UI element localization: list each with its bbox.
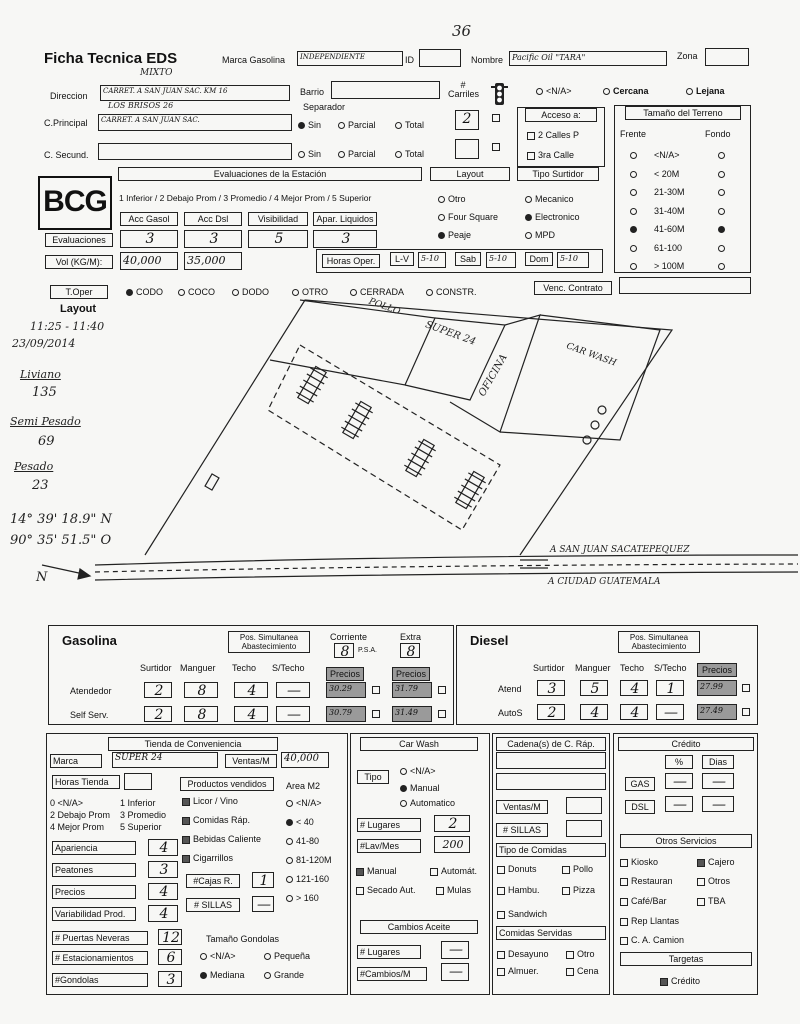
eval-apar-liquidos[interactable]: 3 [313,230,377,248]
direccion-label: Direccion [50,91,88,101]
sep2-total[interactable]: Total [395,149,424,159]
gas-price-check[interactable] [372,710,380,718]
area-option-label: 81-120M [296,855,332,865]
tienda-title: Tienda de Conveniencia [108,737,278,751]
surtidor-label: Tipo Surtidor [517,167,599,181]
toper-option-label: CONSTR. [436,287,477,297]
gas-cell[interactable]: 2 [144,706,172,722]
gas-cell[interactable]: 2 [144,682,172,698]
dsl-cell[interactable]: 2 [537,704,565,720]
dsl-cell[interactable]: 3 [537,680,565,696]
area-option-1[interactable] [286,817,314,827]
otros-tba[interactable]: TBA [697,896,726,906]
page-number: 36 [452,22,472,40]
dsl-cell[interactable]: 5 [580,680,608,696]
gas-price-extra[interactable]: 31.49 [392,706,432,722]
puertas-field[interactable]: 12 [158,929,182,945]
direccion-field[interactable]: CARRET. A SAN JUAN SAC. KM 16 [100,85,290,101]
frente-radio[interactable] [630,208,637,215]
oficina-label: OFICINA [476,352,510,399]
producto-0[interactable] [182,796,238,806]
metric-label: Precios [52,885,136,899]
prox-na[interactable]: <N/A> [536,86,572,96]
dsl-price-check[interactable] [742,708,750,716]
area-option-label: > 160 [296,893,319,903]
terreno-title: Tamaño del Terreno [625,106,741,120]
gas-row-label: Self Serv. [70,710,109,720]
eval-acc-gasol[interactable]: 3 [120,230,178,248]
credito-pct: % [665,755,693,769]
layout-peaje[interactable]: Peaje [438,230,471,240]
otros-title: Otros Servicios [620,834,752,848]
area-option-3[interactable] [286,855,332,865]
corriente-label: Corriente [330,632,368,642]
producto-1[interactable] [182,815,250,825]
dom-label: Dom [525,252,553,266]
col-acc-gasol: Acc Gasol [120,212,178,226]
gondolas-field[interactable]: 3 [158,971,182,987]
gas-col-manguer: Manguer [180,663,216,673]
dsl-cell[interactable]: 4 [620,704,648,720]
pesado-value: 23 [32,478,49,493]
zona-label: Zona [677,51,698,61]
puertas-label: # Puertas Neveras [52,931,148,945]
producto-label: Bebidas Caliente [193,834,262,844]
cadena-title: Cadena(s) de C. Ráp. [496,737,606,751]
layout-label: Layout [430,167,510,181]
terreno-option-label: < 20M [654,168,680,179]
tienda-scale-item: 2 Debajo Prom [50,810,111,820]
pump-island [452,469,487,510]
area-option-label: 41-80 [296,836,320,846]
nombre-field[interactable]: Pacific Oil "TARA" [509,51,667,66]
sep1-total[interactable]: Total [395,120,424,130]
marca-label: Marca Gasolina [222,55,286,65]
metric-value[interactable]: 3 [148,861,178,878]
eval-acc-dsl[interactable]: 3 [184,230,242,248]
cw-lugares-field[interactable]: 2 [434,815,470,832]
producto-label: Cigarrillos [193,853,234,863]
psa-label: P.S.A. [358,647,377,654]
tienda-scale-item: 1 Inferior [120,798,156,808]
aceite-cambios-label: #Cambios/M [357,967,427,981]
tamano-pequena[interactable]: Pequeña [264,951,310,961]
cadena-sillas-label: # SILLAS [496,823,548,837]
dsl-col-stecho: S/Techo [654,663,687,673]
area-option-0[interactable] [286,798,322,808]
frente-label: Frente [620,129,647,139]
metric-value[interactable]: 4 [148,839,178,856]
tamano-label: Tamaño Gondolas [206,934,280,944]
gas-price-corriente[interactable]: 30.79 [326,706,366,722]
tienda-scale-item: 4 Mejor Prom [50,822,105,832]
cadena-field-2[interactable] [496,773,606,790]
cw-opt-mulas[interactable]: Mulas [436,885,471,895]
gas-cell[interactable]: 8 [184,682,218,698]
dsl-pct-field[interactable]: — [665,796,693,812]
area-option-5[interactable] [286,893,319,903]
servida-cena[interactable]: Cena [566,966,599,976]
carwash-tipo-label: Tipo [357,770,389,784]
credito-dias: Dias [702,755,734,769]
servida-almuer[interactable]: Almuer. [497,966,539,976]
gas-col-techo: Techo [232,663,257,673]
fondo-radio-3[interactable] [718,206,728,216]
ventas-field[interactable]: 40,000 [281,752,329,768]
carwash-label: CAR WASH [564,341,618,369]
gas-col-surtidor: Surtidor [140,663,172,673]
nombre-label: Nombre [471,55,504,65]
dsl-price[interactable]: 27.99 [697,680,737,696]
super24-label: SUPER 24 [423,319,478,348]
semipesado-label: Semi Pesado [10,415,81,428]
road-label-2: A CIUDAD GUATEMALA [548,577,661,587]
cw-lavmes-field[interactable]: 200 [434,836,470,853]
cadena-field-1[interactable] [496,752,606,769]
terreno-option-6[interactable] [630,261,684,271]
frente-radio[interactable] [630,189,637,196]
cadena-sillas-field[interactable] [566,820,602,837]
otros-cafebar[interactable]: Café/Bar [620,896,667,906]
mixto-note: MIXTO [140,68,173,78]
horas-tienda-field[interactable] [124,773,152,790]
comida-hambu[interactable]: Hambu. [497,885,540,895]
tamano-mediana[interactable]: Mediana [200,970,245,980]
evaluaciones-header: Evaluaciones de la Estación [118,167,422,181]
sab-field[interactable]: 5-10 [486,252,516,268]
dsl-col-manguer: Manguer [575,663,611,673]
acceso-2calles[interactable]: 2 Calles P [527,130,579,140]
servida-desayuno[interactable]: Desayuno [497,949,549,959]
gas-row-label: Atendedor [70,686,112,696]
dsl-price-check[interactable] [742,684,750,692]
aceite-lugares-label: # Lugares [357,945,421,959]
acceso-title: Acceso a: [525,108,597,122]
frente-radio[interactable] [630,245,637,252]
bcg-logo: BCG [38,176,112,230]
secund-label: C. Secund. [44,150,89,160]
tienda-marca-label: Marca [50,754,102,768]
dsl-row-label: Atend [498,684,522,694]
col-acc-dsl: Acc Dsl [184,212,242,226]
extra-field[interactable]: 8 [400,643,420,658]
aceite-cambios-field[interactable]: — [441,963,469,981]
cajas-field[interactable]: 1 [252,872,274,888]
servidas-title: Comidas Servidas [496,926,606,940]
terreno-option-3[interactable] [630,206,685,216]
tienda-sillas-field[interactable]: — [252,896,274,912]
horas-label: Horas Oper. [322,254,380,268]
metric-value[interactable]: 4 [148,905,178,922]
dsl-pos-sim: Pos. Simultanea Abastecimiento [618,631,700,653]
direccion-note: LOS BRISOS 26 [108,101,174,110]
aceite-title: Cambios Aceite [360,920,478,934]
area-option-label: < 40 [296,817,314,827]
producto-label: Comidas Ráp. [193,815,251,825]
tarjeta-credito[interactable]: Crédito [660,976,700,986]
longitude: 90° 35' 51.5" O [10,533,112,548]
gasolina-title: Gasolina [62,633,117,648]
sep2-sin[interactable]: Sin [298,149,321,159]
dsl-cell[interactable]: 1 [656,680,684,696]
terreno-option-label: > 100M [654,261,685,271]
barrio-field[interactable] [331,81,440,99]
producto-label: Licor / Vino [193,796,238,806]
area-option-2[interactable] [286,836,319,846]
terreno-option-1[interactable] [630,169,679,179]
corriente-field[interactable]: 8 [334,643,354,658]
otros-llantas[interactable]: Rep Llantas [620,916,679,926]
layout-foursquare[interactable]: Four Square [438,212,498,222]
liviano-value: 135 [32,385,57,400]
cadena-ventas-label: Ventas/M [496,800,548,814]
fondo-radio-6[interactable] [718,261,728,271]
cw-lavmes-label: #Lav/Mes [357,839,421,853]
sep2-parcial[interactable]: Parcial [338,149,376,159]
col-visibilidad: Visibilidad [248,212,308,226]
pollo-label: POLLO [367,296,402,318]
diesel-title: Diesel [470,633,509,648]
terreno-option-label: 21-30M [654,187,685,197]
barrio-label: Barrio [300,87,325,97]
dsl-cell[interactable]: — [656,704,684,720]
vol-label: Vol (KG/M): [45,255,113,269]
dsl-col-techo: Techo [620,663,645,673]
area-option-label: <N/A> [296,798,322,808]
pesado-label: Pesado [14,460,54,473]
evaluaciones-row-label: Evaluaciones [45,233,113,247]
gas-dias-field[interactable]: — [702,773,734,789]
layout-otro[interactable]: Otro [438,194,466,204]
cw-opt-manual[interactable]: Manual [356,866,397,876]
aceite-lugares-field[interactable]: — [441,941,469,959]
tienda-scale-item: 5 Superior [120,822,162,832]
otros-kiosko[interactable]: Kiosko [620,857,658,867]
comida-donuts[interactable]: Donuts [497,864,537,874]
producto-3[interactable] [182,853,233,863]
comida-pollo[interactable]: Pollo [562,864,593,874]
terreno-option-2[interactable] [630,187,685,197]
dsl-row-label: AutoS [498,708,523,718]
estac-label: # Estacionamientos [52,951,148,965]
gas-cell[interactable]: — [276,706,310,722]
lv-field[interactable]: 5-10 [418,252,446,268]
dsl-cell[interactable]: 4 [620,680,648,696]
terreno-option-4[interactable] [630,224,685,234]
credito-title: Crédito [618,737,754,751]
gas-pos-sim: Pos. Simultanea Abastecimiento [228,631,310,653]
gas-price-check[interactable] [372,686,380,694]
metric-label: Apariencia [52,841,136,855]
gas-price-check[interactable] [438,686,446,694]
carriles2-check[interactable] [492,143,500,151]
sab-label: Sab [455,252,481,266]
gas-price-corriente[interactable]: 30.29 [326,682,366,698]
dsl-col-surtidor: Surtidor [533,663,565,673]
credito-gas: GAS [625,777,655,791]
prox-lejana[interactable]: Lejana [686,86,725,96]
secund-field[interactable] [98,143,292,160]
sketch-date: 23/09/2014 [12,337,76,350]
venc-label: Venc. Contrato [534,281,612,295]
frente-radio[interactable] [630,226,637,233]
frente-radio[interactable] [630,171,637,178]
pump-island [402,437,437,478]
area-option-label: 121-160 [296,874,330,884]
terreno-option-5[interactable] [630,243,682,253]
fondo-radio-1[interactable] [718,169,728,179]
otros-cajero[interactable]: Cajero [697,857,735,867]
surtidor-mpd[interactable]: MPD [525,230,555,240]
comida-pizza[interactable]: Pizza [562,885,595,895]
cadena-ventas-field[interactable] [566,797,602,814]
toper-option-label: DODO [242,287,269,297]
extra-label: Extra [400,632,422,642]
vol-gasol[interactable]: 40,000 [120,252,178,270]
id-field[interactable] [419,49,461,67]
dsl-dias-field[interactable]: — [702,796,734,812]
toper-option-label: COCO [188,287,215,297]
productos-label: Productos vendidos [180,777,274,791]
toper-option-label: CERRADA [360,287,405,297]
fondo-label: Fondo [705,129,731,139]
principal-field[interactable]: CARRET. A SAN JUAN SAC. [98,114,292,131]
gas-precios-2: Precios [392,667,430,681]
fondo-radio-0[interactable] [718,150,728,160]
carriles-field[interactable]: 2 [455,110,479,130]
vol-dsl[interactable]: 35,000 [184,252,242,270]
col-apar-liquidos: Apar. Liquidos [313,212,377,226]
gas-cell[interactable]: 4 [234,682,268,698]
dsl-cell[interactable]: 4 [580,704,608,720]
gas-price-extra[interactable]: 31.79 [392,682,432,698]
credito-dsl: DSL [625,800,655,814]
carwash-title: Car Wash [360,737,478,751]
dom-field[interactable]: 5-10 [557,252,589,268]
comida-sandwich[interactable]: Sandwich [497,909,547,919]
cw-tipo-auto[interactable]: Automatico [400,798,455,808]
cw-tipo-na[interactable]: <N/A> [400,766,436,776]
otros-restauran[interactable]: Restauran [620,876,673,886]
fondo-radio-4[interactable] [718,224,728,234]
gas-price-check[interactable] [438,710,446,718]
tienda-scale-item: 3 Promedio [120,810,167,820]
terreno-option-label: 61-100 [654,242,683,253]
surtidor-mecanico[interactable]: Mecanico [525,194,574,204]
cw-tipo-manual[interactable]: Manual [400,783,440,793]
latitude: 14° 39' 18.9" N [10,512,112,527]
toper-option-label: CODO [136,287,163,297]
terreno-option-label: 41-60M [654,224,685,234]
sep1-parcial[interactable]: Parcial [338,120,376,130]
surtidor-electronico[interactable]: Electronico [525,212,580,222]
id-label: ID [405,55,414,65]
principal-label: C.Principal [44,118,88,128]
gas-col-stecho: S/Techo [272,663,305,673]
road-label-1: A SAN JUAN SACATEPEQUEZ [550,545,690,555]
zona-field[interactable] [705,48,749,66]
gas-pct-field[interactable]: — [665,773,693,789]
gas-cell[interactable]: — [276,682,310,698]
evaluaciones-scale: 1 Inferior / 2 Debajo Prom / 3 Promedio / 4 Mejor Prom / 5 Superior [119,193,372,203]
liviano-label: Liviano [20,368,61,381]
terreno-option-0[interactable] [630,150,680,160]
terreno-option-label: <N/A> [654,150,680,160]
toper-label: T.Oper [50,285,108,299]
otros-otros[interactable]: Otros [697,876,730,886]
eval-visibilidad[interactable]: 5 [248,230,308,248]
toper-option-label: OTRO [302,287,328,297]
sketch-time: 11:25 - 11:40 [30,320,105,333]
ventas-label: Ventas/M [225,754,277,768]
producto-2[interactable] [182,834,261,844]
tamano-na[interactable]: <N/A> [200,951,236,961]
metric-label: Variabilidad Prod. [52,907,136,921]
dsl-precios: Precios [697,663,737,677]
tienda-scale-item: 0 <N/A> [50,798,84,808]
estac-field[interactable]: 6 [158,949,182,965]
gas-cell[interactable]: 4 [234,706,268,722]
carriles-label: # Carriles [448,80,480,99]
semipesado-value: 69 [38,434,55,449]
metric-value[interactable]: 4 [148,883,178,900]
terreno-option-label: 31-40M [654,205,685,216]
frente-radio[interactable] [630,152,637,159]
cw-opt-secado[interactable]: Secado Aut. [356,885,416,895]
tamano-grande[interactable]: Grande [264,970,304,980]
tipo-comidas-title: Tipo de Comidas [496,843,606,857]
acceso-3racalle[interactable]: 3ra Calle [527,150,574,160]
otros-camion[interactable]: C. A. Camion [620,935,684,945]
layout-title: Layout [60,303,97,315]
area-label: Area M2 [286,781,321,791]
metric-label: Peatones [52,863,136,877]
fondo-radio-2[interactable] [718,187,728,197]
tarjetas-title: Targetas [620,952,752,966]
frente-radio[interactable] [630,263,637,270]
cw-opt-automat[interactable]: Automát. [430,866,477,876]
sep1-sin[interactable]: Sin [298,120,321,130]
prox-cercana[interactable]: Cercana [603,86,649,96]
lv-label: L-V [390,252,414,266]
area-option-4[interactable] [286,874,329,884]
carriles2-field[interactable] [455,139,479,159]
marca-field[interactable]: INDEPENDIENTE [297,51,403,66]
tienda-sillas-label: # SILLAS [186,898,240,912]
gas-precios-1: Precios [326,667,364,681]
form-title: Ficha Tecnica EDS [44,50,178,67]
traffic-light-icon [490,82,508,108]
pump-island [339,399,374,440]
north-label: N [36,570,48,585]
tienda-marca-field[interactable]: SUPER 24 [112,752,218,768]
separador-label: Separador [303,102,346,112]
cw-lugares-label: # Lugares [357,818,421,832]
carriles-check[interactable] [492,114,500,122]
dsl-price[interactable]: 27.49 [697,704,737,720]
gondolas-label: #Gondolas [52,973,148,987]
gas-cell[interactable]: 8 [184,706,218,722]
fondo-radio-5[interactable] [718,243,728,253]
horas-tienda-label: Horas Tienda [52,775,120,789]
servida-otro[interactable]: Otro [566,949,595,959]
cajas-label: #Cajas R. [186,874,240,888]
